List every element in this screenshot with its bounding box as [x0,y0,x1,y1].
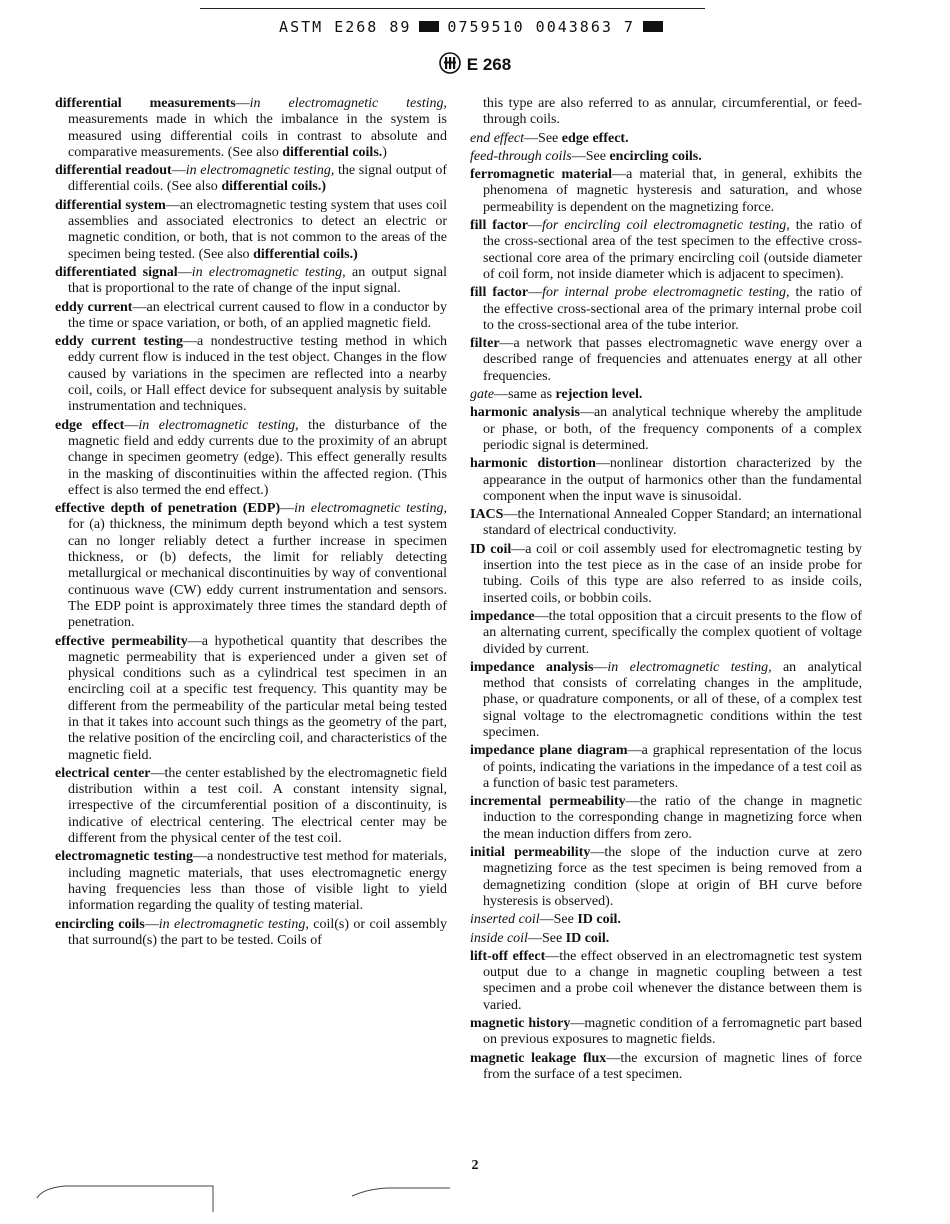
definition-text: —the ratio of the change in magnetic induction to the corresponding change in magnetizing force when the mean induction differs from zero. [483,794,862,842]
glossary-entry [55,917,447,950]
glossary-term: differential system [55,197,166,213]
glossary-entry [55,198,447,263]
definition-text: — [177,264,192,280]
glossary-entry [470,405,862,454]
definition-text: the disturbance of the magnetic field and eddy currents due to the proximity of an abrupt change in specimen geometry (edge). This effect generally results in the masking of discontinuities within the affected region. (This effect is also termed the end effect.) [68,417,448,498]
definition-text: —same as [494,387,556,403]
glossary-term: ferromagnetic material [470,167,613,183]
definition-text: — [528,218,543,234]
glossary-entry [470,336,862,385]
glossary-term: rejection level. [555,387,643,403]
italic-phrase: in electromagnetic testing, [138,417,299,433]
designation: E 268 [466,55,512,74]
right-column [470,96,862,1085]
glossary-entry [470,743,862,792]
definition-text: — [171,163,186,179]
glossary-term: edge effect [55,417,125,433]
glossary-entry [470,96,862,129]
page-header [0,52,950,79]
glossary-term: effective permeability [55,633,188,649]
astm-logo-icon [439,52,461,79]
definition-text: —magnetic condition of a ferromagnetic part based on previous exposures to magnetic fields. [483,1016,862,1048]
glossary-term: initial permeability [470,845,591,861]
left-column [55,96,447,951]
glossary-term: encircling coils. [609,148,702,164]
glossary-term: ID coil. [565,930,610,946]
glossary-term: fill factor [470,285,529,301]
scan-block-mark [419,21,439,32]
italic-phrase: in electromagnetic testing, [294,501,447,517]
definition-text: —an electromagnetic testing system that uses coil assemblies and associated electronics to detect an electric or magnetic condition, or both, that is not common to the areas of the specimen being tested. (See also [68,197,447,262]
glossary-term: eddy current testing [55,334,184,350]
glossary-entry [470,387,862,403]
definition-text: coil(s) or coil assembly that surround(s) the part to be tested. Coils of [68,916,447,948]
definition-text: —See [539,912,578,928]
definition-text: the signal output of differential coils. (See also [68,163,447,195]
glossary-entry [470,845,862,910]
glossary-entry [470,149,862,165]
definition-text: this type are also referred to as annular, circumferential, or feed-through coils. [483,96,862,128]
glossary-term: differentiated signal [55,264,178,280]
glossary-entry [55,265,447,298]
definition-text: measurements made in which the imbalance in the system is measured using differential coils in contrast to absolute and comparative measurements. (See also [68,112,447,160]
glossary-entry [470,1051,862,1084]
glossary-entry [470,507,862,540]
glossary-entry [470,167,862,216]
definition-text: —a nondestructive testing method in which eddy current flow is induced in the test object. Changes in the flow caused by variations in the specimen are reflected into a nearby coil, coils, or Hall effect device for subsequent analysis by suitable instrumentation and techniques. [68,334,447,415]
definition-text: the ratio of the effective cross-sectional area of the primary internal probe coil to the cross-sectional area of the tube interior. [483,285,863,333]
italic-phrase: in electromagnetic testing, [191,264,346,280]
glossary-entry [55,300,447,333]
glossary-entry [55,163,447,196]
glossary-term: differential readout [55,163,172,179]
glossary-term: impedance analysis [470,659,594,675]
definition-text: —a nondestructive test method for materials, including magnetic materials, that uses electromagnetic energy having frequencies less than those of visible light to yield information regarding the quality of testing material. [68,849,447,914]
definition-text: — [593,659,608,675]
scan-header-codes: 0759510 0043863 7 [447,18,635,36]
definition-text: —See [527,930,566,946]
glossary-term: fill factor [470,218,529,234]
glossary-entry [55,634,447,764]
glossary-entry [55,849,447,914]
definition-text: —the excursion of magnetic lines of force from the surface of a test specimen. [483,1050,862,1082]
glossary-entry [470,949,862,1014]
glossary-term: ID coil. [577,912,621,928]
glossary-term: differential measurements [55,96,236,111]
glossary-entry [470,131,862,147]
italic-phrase: in electromagnetic testing, [249,96,447,111]
glossary-entry [470,285,862,334]
glossary-term: magnetic leakage flux [470,1050,607,1066]
definition-text: —See [524,130,562,146]
glossary-entry [470,1016,862,1049]
italic-phrase: gate [470,387,495,403]
italic-phrase: inserted coil [470,912,540,928]
glossary-entry [55,96,447,161]
glossary-term: differential coils. [282,144,383,160]
italic-phrase: in electromagnetic testing, [158,916,309,932]
glossary-term: electromagnetic testing [55,849,193,865]
glossary-term: electrical center [55,765,151,781]
definition-text: —an electrical current caused to flow in a conductor by the time or space variation, or both, of an applied magnetic field. [68,299,448,331]
scan-bracket-mark [35,1168,225,1216]
glossary-term: magnetic history [470,1016,571,1032]
definition-text: — [144,916,159,932]
glossary-term: ID coil [470,541,512,557]
definition-text: —the International Annealed Copper Standard; an international standard of electrical conductivity. [483,507,862,539]
glossary-term: impedance [470,608,535,624]
definition-text: —the total opposition that a circuit presents to the flow of an alternating current, specifically the complex quotient of voltage divided by current. [483,608,862,657]
definition-text: — [528,285,543,301]
glossary-entry [470,456,862,505]
italic-phrase: in electromagnetic testing, [607,659,772,675]
definition-text: —See [571,148,610,164]
italic-phrase: for encircling coil electromagnetic testing, [542,218,790,234]
glossary-term: IACS [470,507,504,523]
definition-text: —a material that, in general, exhibits the phenomena of magnetic hysteresis and saturation, and whose permeability is dependent on the magnetizing force. [483,167,862,215]
definition-text: —a coil or coil assembly used for electromagnetic testing by insertion into the test piece as in the case of an inside probe for tubing. Coils of this type are also referred to as inside coils, inserted coils, or bobbin coils. [483,541,862,606]
definition-text: —the center established by the electromagnetic field distribution within a test coil. A constant intensity signal, irrespective of the circumferential position of a discontinuity, is indicative of electrical centering. The electrical center may be different from the physical center of the test coil. [68,765,447,847]
glossary-entry [55,418,447,499]
glossary-term: encircling coils [55,916,145,932]
glossary-entry [470,218,862,283]
definition-text: an output signal that is proportional to the rate of change of the input signal. [68,264,448,297]
glossary-entry [55,501,447,631]
glossary-entry [470,609,862,658]
definition-text: an analytical method that consists of correlating changes in the amplitude, phase, or quadrature components, or all of these, of a complex test signal voltage to the electromagnetic conditions within the test specimen. [483,659,862,740]
glossary-term: filter [470,336,500,352]
scan-block-mark [643,21,663,32]
definition-text: —nonlinear distortion characterized by the appearance in the output of harmonics other than the fundamental component when the input wave is sinusoidal. [483,456,863,504]
definition-text: — [124,417,139,433]
definition-text: for (a) thickness, the minimum depth beyond which a test system can no longer reliably detect a further increase in specimen thickness, or (b) defects, the limit for reliably detecting metallurgical or mechanical discontinuities by way of conventional continuous wave (CW) eddy current instrumentation and sensors. The EDP point is approximately three times the standard depth of penetration. [68,517,447,631]
definition-text: the ratio of the cross-sectional area of the test specimen to the effective cross-sectional core area of the primary encircling coil (outside diameter of coil form, not inside diameter which is adjacent to specimen). [483,218,862,282]
glossary-entry [470,931,862,947]
glossary-term: impedance plane diagram [470,743,628,759]
definition-text: ) [382,144,387,160]
glossary-entry [470,794,862,843]
italic-phrase: for internal probe electromagnetic testing, [542,285,790,301]
italic-phrase: in electromagnetic testing, [185,163,335,179]
glossary-entry [470,660,862,741]
glossary-term: differential coils.) [253,246,358,262]
glossary-entry [55,334,447,415]
definition-text: —a hypothetical quantity that describes the magnetic permeability that is experienced under a given set of physical conditions such as a cylindrical test specimen in an encircling coil at a specific test frequency. This quantity may be different from the permeability of the particular metal being tested in that it takes into account such things as the geometry of the part, the relative position of the encircling coil, and characteristics of the magnetic field. [68,633,447,763]
definition-text: — [280,501,295,517]
definition-text: — [235,96,250,111]
glossary-term: edge effect. [561,130,629,146]
glossary-entry [55,766,447,847]
italic-phrase: feed-through coils [470,148,572,164]
glossary-term: incremental permeability [470,794,626,810]
glossary-entry [470,542,862,607]
glossary-term: eddy current [55,299,133,315]
scan-curve-mark [350,1182,460,1212]
glossary-term: effective depth of penetration (EDP) [55,501,281,517]
definition-text: —an analytical technique whereby the amplitude or phase, or both, of the frequency components of a complex periodic signal is determined. [483,405,863,453]
italic-phrase: end effect [470,130,525,146]
glossary-entry [470,912,862,928]
page-number: 2 [471,1158,479,1173]
definition-text: —the slope of the induction curve at zero magnetizing force as the test specimen is being removed from a demagnetizing condition (slope at origin of BH curve before hysteresis is observed). [483,845,863,909]
definition-text: —a network that passes electromagnetic wave energy over a described range of frequencies and attenuates energy at all other frequencies. [483,336,862,384]
scan-top-rule [200,8,705,9]
glossary-term: harmonic analysis [470,405,580,421]
definition-text: —a graphical representation of the locus of points, indicating the variations in the impedance of a test coil as a function of basic test parameters. [483,743,863,791]
glossary-term: lift-off effect [470,948,546,964]
scan-header-code [0,18,950,36]
definition-text: —the effect observed in an electromagnetic test system output due to a change in magnetic coupling between a test specimen and a probe coil whenever the distance between them is varied. [483,948,862,1013]
scan-header-left: ASTM E268 89 [279,18,412,36]
glossary-term: harmonic distortion [470,456,596,472]
italic-phrase: inside coil [470,930,528,946]
glossary-term: differential coils.) [221,179,327,195]
